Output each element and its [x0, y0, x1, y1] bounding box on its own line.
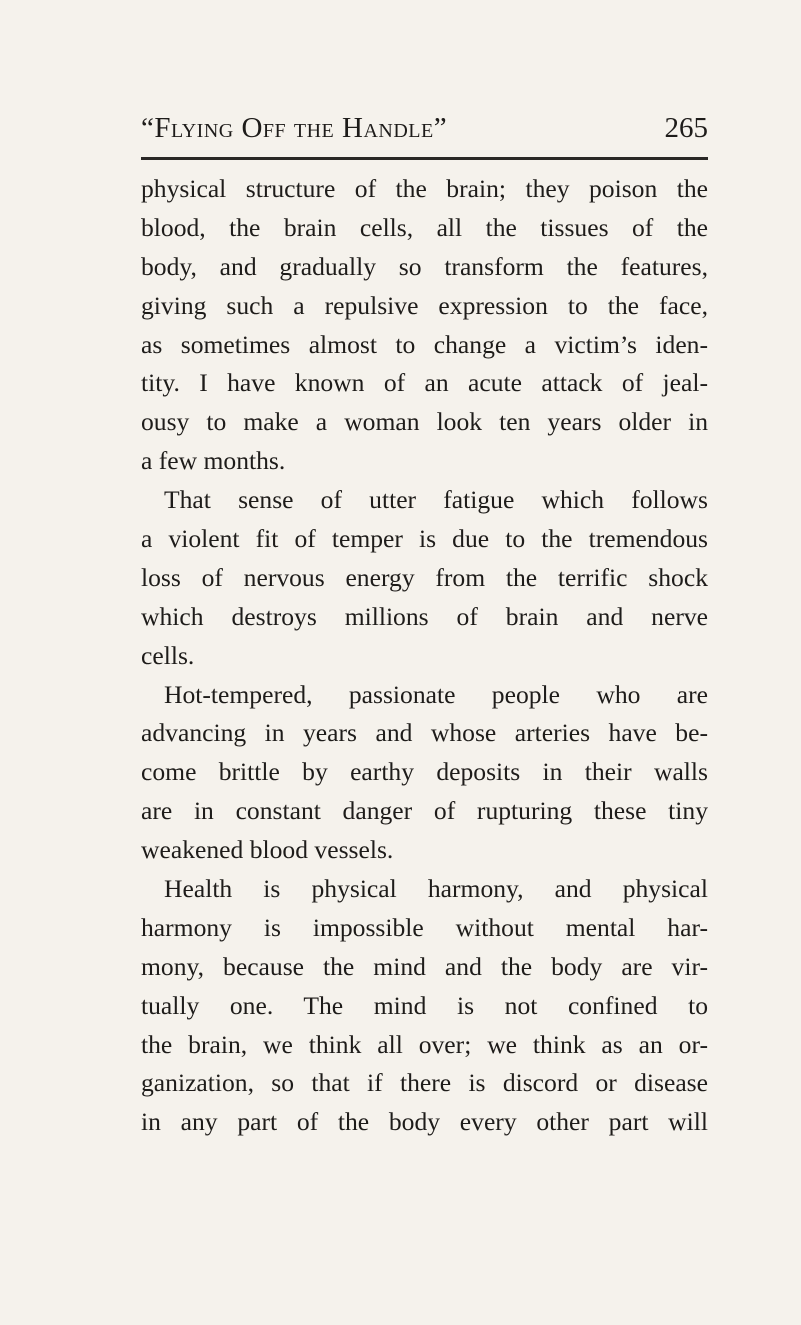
- text-line: are in constant danger of rupturing these tiny: [141, 796, 708, 826]
- text-line: Health is physical harmony, and physical: [164, 874, 708, 904]
- text-line: ousy to make a woman look ten years older in: [141, 407, 708, 437]
- text-line: the brain, we think all over; we think as an or-: [141, 1029, 708, 1059]
- text-line: come brittle by earthy deposits in their walls: [141, 757, 708, 787]
- text-line: physical structure of the brain; they poison the: [141, 174, 708, 203]
- text-line: loss of nervous energy from the terrific shock: [141, 562, 708, 592]
- text-line: harmony is impossible without mental har-: [141, 912, 708, 942]
- text-line: as sometimes almost to change a victim’s iden-: [141, 329, 708, 359]
- text-line: in any part of the body every other part will: [141, 1107, 708, 1137]
- text-line: giving such a repulsive expression to the face,: [141, 290, 708, 320]
- text-line: Hot-tempered, passionate people who are: [164, 679, 708, 709]
- text-line: a violent fit of temper is due to the tremendous: [141, 524, 708, 554]
- text-line: cells.: [141, 640, 195, 670]
- text-line: ganization, so that if there is discord or disease: [141, 1068, 708, 1098]
- running-title: “Flying Off the Handle”: [141, 112, 448, 144]
- running-head: [141, 112, 708, 152]
- text-line: which destroys millions of brain and nerve: [141, 601, 708, 631]
- page-number: 265: [664, 112, 708, 144]
- text-line: weakened blood vessels.: [141, 835, 394, 865]
- text-line: advancing in years and whose arteries have be-: [141, 718, 708, 748]
- text-line: body, and gradually so transform the features,: [141, 251, 708, 281]
- text-line: tually one. The mind is not confined to: [141, 990, 708, 1020]
- text-line: blood, the brain cells, all the tissues of the: [141, 212, 708, 242]
- header-rule: [141, 157, 708, 160]
- text-line: That sense of utter fatigue which follows: [164, 485, 708, 515]
- text-line: tity. I have known of an acute attack of jeal-: [141, 368, 708, 398]
- text-line: mony, because the mind and the body are vir-: [141, 951, 708, 981]
- body-text: [141, 170, 708, 1142]
- text-line: a few months.: [141, 446, 286, 476]
